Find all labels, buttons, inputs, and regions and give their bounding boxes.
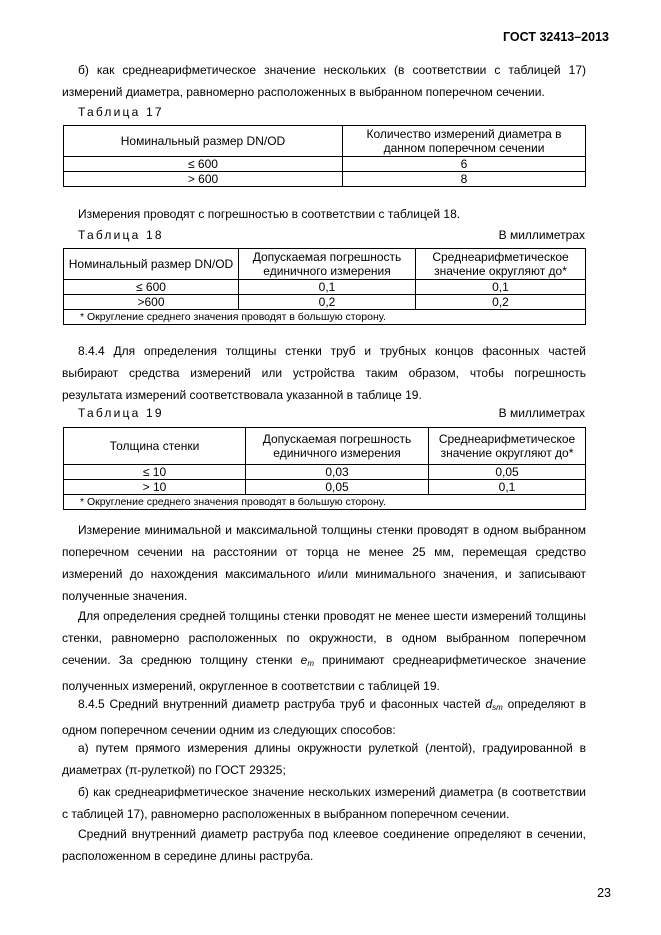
table-18-header-3: Среднеарифметическое значение округляют до* — [416, 249, 586, 280]
table-cell: > 10 — [64, 480, 246, 495]
table-row — [64, 280, 586, 295]
page-number: 23 — [597, 886, 611, 900]
table-cell: 0,1 — [416, 280, 586, 295]
table-row — [64, 465, 586, 480]
table-cell: 8 — [343, 172, 586, 187]
text-run: определяют в одном поперечном сечении одним из следующих способов: — [62, 697, 586, 737]
table-19-unit: В миллиметрах — [498, 406, 585, 420]
paragraph-8-4-4: 8.4.4 Для определения толщины стенки труб и трубных концов фасонных частей выбирают средства измерений или устройства таким образом, чтобы погрешность результата измерений соответствовала указанной в таблице 19. — [62, 344, 586, 402]
table-cell: 0,03 — [246, 465, 429, 480]
text-run: Для определения средней толщины стенки проводят не менее шести измерений толщины стенки, равномерно расположенных по окружности, в одном выбранном поперечном сечении. За среднюю толщину стенки — [62, 609, 586, 667]
table-cell: ≤ 600 — [64, 280, 239, 295]
paragraph-8-4-5 — [62, 693, 586, 741]
table-cell: 0,1 — [239, 280, 416, 295]
table-cell: 0,1 — [429, 480, 586, 495]
variable-dsm: $d_{sm}$ — [485, 697, 503, 712]
table-18-header-2: Допускаемая погрешность единичного измерения — [239, 249, 416, 280]
table-17-header-1: Номинальный размер DN/OD — [64, 126, 343, 157]
table-cell: 0,05 — [246, 480, 429, 495]
table-cell: 0,2 — [416, 295, 586, 310]
table-row — [64, 157, 586, 172]
table-19-header-2: Допускаемая погрешность единичного измерения — [246, 428, 429, 465]
table-row — [64, 295, 586, 310]
paragraph-method-a: а) путем прямого измерения длины окружности рулеткой (лентой), градуированной в диаметрах (π-рулеткой) по ГОСТ 29325; — [62, 741, 586, 777]
table-17-header-2: Количество измерений диаметра в данном поперечном сечении — [343, 126, 586, 157]
table-17 — [63, 125, 586, 187]
table-19-header-3: Среднеарифметическое значение округляют до* — [429, 428, 586, 465]
variable-em: $e_m$ — [300, 653, 314, 668]
table-row — [64, 480, 586, 495]
text-run: 8.4.5 Средний внутренний диаметр раструба труб и фасонных частей — [78, 697, 486, 711]
paragraph-method-b: б) как среднеарифметическое значение нескольких измерений диаметра (в соответствии с таблицей 17), равномерно расположенных в выбранном поперечном сечении. — [62, 785, 586, 821]
table-cell: 0,2 — [239, 295, 416, 310]
table-cell: ≤ 600 — [64, 157, 343, 172]
table-cell: > 600 — [64, 172, 343, 187]
table-19-caption: Таблица 19 — [78, 406, 164, 420]
table-cell: 0,05 — [429, 465, 586, 480]
table-row — [64, 172, 586, 187]
paragraph-accuracy: Измерения проводят с погрешностью в соответствии с таблицей 18. — [78, 207, 461, 221]
table-19-header-1: Толщина стенки — [64, 428, 246, 465]
table-19-footnote: * Округление среднего значения проводят в большую сторону. — [64, 495, 586, 510]
paragraph-min-max-thickness: Измерение минимальной и максимальной толщины стенки проводят в одном выбранном поперечном сечении на расстоянии от торца не менее 25 мм, перемещая средство измерений до нахождения максимального и/или минимального значения, и записывают полученные значения. — [62, 523, 586, 603]
table-19 — [63, 427, 586, 510]
table-17-caption: Таблица 17 — [78, 105, 164, 119]
table-18-caption: Таблица 18 — [78, 228, 164, 242]
text-run: принимают среднеарифметическое значение полученных измерений, округленное в соответствии с таблицей 19. — [62, 653, 586, 693]
document-code: ГОСТ 32413–2013 — [503, 30, 609, 44]
paragraph-average-thickness — [62, 605, 586, 697]
table-18-unit: В миллиметрах — [498, 228, 585, 242]
table-18-header-1: Номинальный размер DN/OD — [64, 249, 239, 280]
table-cell: 6 — [343, 157, 586, 172]
table-18 — [63, 248, 586, 325]
table-cell: ≤ 10 — [64, 465, 246, 480]
table-18-footnote: * Округление среднего значения проводят в большую сторону. — [64, 310, 586, 325]
table-cell: >600 — [64, 295, 239, 310]
paragraph-glue-joint: Средний внутренний диаметр раструба под клеевое соединение определяют в сечении, расположенном в середине длины раструба. — [62, 827, 586, 863]
paragraph-b-intro: б) как среднеарифметическое значение нескольких (в соответствии с таблицей 17) измерений диаметра, равномерно расположенных в выбранном поперечном сечении. — [62, 63, 586, 99]
